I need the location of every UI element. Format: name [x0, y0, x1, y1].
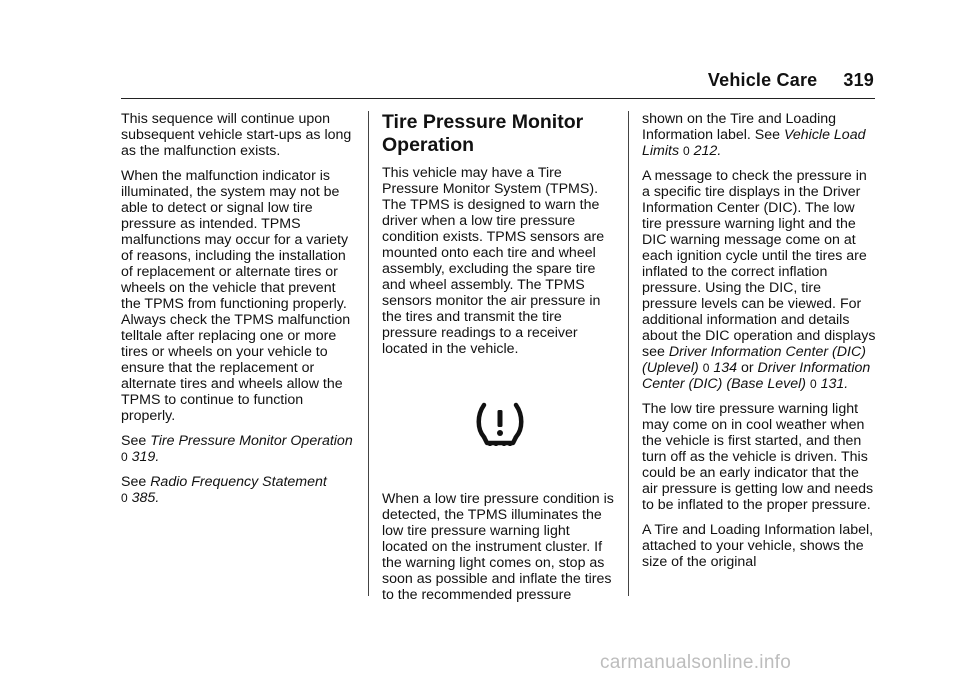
paragraph: shown on the Tire and Loading Information label. See Vehicle Load Limits 0 212.	[642, 111, 866, 159]
xref-page[interactable]: 134	[713, 360, 738, 376]
paragraph: This vehicle may have a Tire Pressure Monitor System (TPMS). The TPMS is designed to warn the driver when a low tire pressure condition exists. TPMS sensors are mounted onto each tire and wheel assembly, excluding the spare tire and wheel assembly. The TPMS sensors monitor the air pressure in the tires and transmit the tire pressure readings to a receiver located in the vehicle.	[382, 165, 605, 357]
section-title: Vehicle Care	[707, 70, 818, 90]
cross-reference: See Radio Frequency Statement 0 385.	[121, 474, 327, 506]
xref-link-dic-base[interactable]: Driver Information Center (DIC) (Base Level)	[642, 360, 871, 392]
see-label: See	[121, 433, 151, 449]
xref-page[interactable]: 131	[820, 376, 845, 392]
text: or	[737, 360, 758, 376]
column-divider	[368, 111, 369, 596]
xref-link-radio-frequency[interactable]: Radio Frequency Statement	[150, 474, 327, 490]
tire-pressure-warning-icon	[475, 401, 525, 447]
see-label: See	[121, 474, 151, 490]
icon-container	[382, 401, 618, 451]
xref-link-tpms-operation[interactable]: Tire Pressure Monitor Operation	[150, 433, 353, 449]
text: A message to check the pressure in a specific tire displays in the Driver Information Center (DIC). The low tire pressure warning light and the DIC warning message come on at each ignition cycle until the tires are inflated to the correct inflation pressure. Using the DIC, tire pressure levels can be viewed. For additional information and details about the DIC operation and displays see	[642, 168, 876, 360]
xref-page[interactable]: 385	[131, 490, 156, 506]
xref-page[interactable]: 212	[693, 143, 718, 159]
xref-page[interactable]: 319	[131, 449, 156, 465]
page-arrow-icon: 0	[809, 377, 817, 391]
page-arrow-icon: 0	[121, 450, 128, 464]
page-arrow-icon: 0	[702, 361, 710, 375]
column-3	[642, 111, 878, 579]
xref-link-vehicle-load-limits[interactable]: Vehicle Load Limits	[642, 127, 866, 159]
page-header	[708, 70, 874, 91]
cross-reference: See Tire Pressure Monitor Operation 0 319.	[121, 433, 353, 465]
paragraph: The low tire pressure warning light may come on in cool weather when the vehicle is first started, and then turn off as the vehicle is driven. This could be an early indicator that the air pressure is getting low and needs to be inflated to the proper pressure.	[642, 401, 874, 513]
paragraph: When a low tire pressure condition is detected, the TPMS illuminates the low tire pressure warning light located on the instrument cluster. If the warning light comes on, stop as soon as possible and inflate the tires to the recommended pressure	[382, 491, 614, 603]
paragraph: A message to check the pressure in a specific tire displays in the Driver Information Center (DIC). The low tire pressure warning light and the DIC warning message come on at each ignition cycle until the tires are inflated to the correct inflation pressure. Using the DIC, tire pressure levels can be viewed. For additional information and details about the DIC operation and displays see Driver Information Center (DIC) (Uplevel) 0 134 or Driver Information Center (DIC) (Base Level) 0 131.	[642, 168, 876, 392]
header-rule	[121, 98, 875, 99]
page-number: 319	[843, 70, 874, 90]
xref-link-dic-uplevel[interactable]: Driver Information Center (DIC) (Uplevel)	[642, 344, 866, 376]
watermark: carmanualsonline.info	[600, 652, 792, 673]
page-arrow-icon: 0	[121, 491, 128, 505]
column-2	[382, 111, 618, 612]
column-divider	[628, 111, 629, 596]
paragraph: When the malfunction indicator is illuminated, the system may not be able to detect or signal low tire pressure as intended. TPMS malfunctions may occur for a variety of reasons, including the installation of replacement or alternate tires or wheels on the vehicle that prevent the TPMS from functioning properly. Always check the TPMS malfunction telltale after replacing one or more tires or wheels on your vehicle to ensure that the replacement or alternate tires and wheels allow the TPMS to continue to function properly.	[121, 168, 351, 424]
paragraph: This sequence will continue upon subsequent vehicle start-ups as long as the malfunction exists.	[121, 111, 352, 159]
page-arrow-icon: 0	[683, 144, 690, 158]
text: shown on the Tire and Loading Information label. See	[642, 111, 837, 143]
column-1	[121, 111, 357, 515]
paragraph: A Tire and Loading Information label, attached to your vehicle, shows the size of the original	[642, 522, 874, 570]
section-heading: Tire Pressure Monitor Operation	[382, 111, 584, 156]
